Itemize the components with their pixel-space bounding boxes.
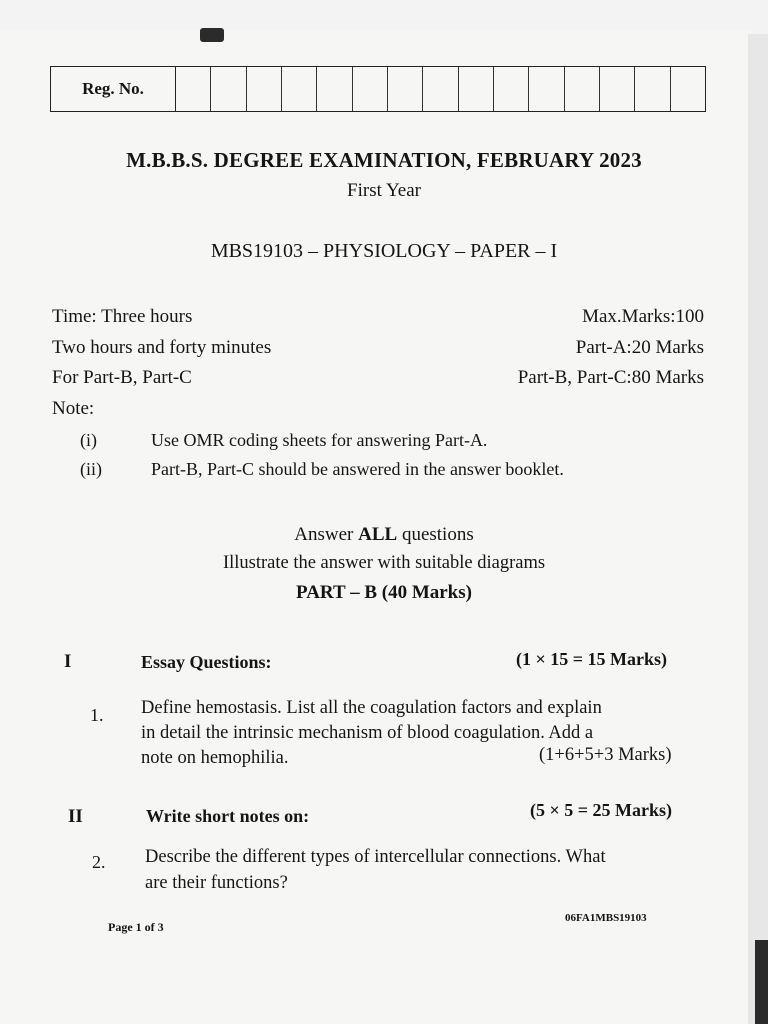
note-number: (i) [80,430,97,450]
max-marks: Max.Marks:100 [582,306,704,327]
reg-number-cell [282,67,317,111]
reg-number-cell [529,67,564,111]
exam-subject: MBS19103 – PHYSIOLOGY – PAPER – I [210,240,558,262]
reg-number-cell [353,67,388,111]
illustrate-instruction: Illustrate the answer with suitable diagrams [222,553,546,573]
time-row [52,306,704,328]
question-line: Describe the different types of intercellular connections. What [145,847,606,867]
question-number: 1. [90,705,104,725]
section-marks: (1 × 15 = 15 Marks) [516,649,667,669]
section-title: Essay Questions: [141,652,272,672]
page-number: Page 1 of 3 [108,920,164,934]
reg-number-cell [600,67,635,111]
question-line: are their functions? [145,873,288,893]
reg-number-box [50,66,706,112]
parts-label: For Part-B, Part-C [52,367,192,388]
reg-number-cell [247,67,282,111]
section-roman: I [64,651,72,672]
exam-title: M.B.B.S. DEGREE EXAMINATION, FEBRUARY 2023 [126,148,642,172]
question-line: in detail the intrinsic mechanism of blood coagulation. Add a [141,723,594,743]
section-roman: II [68,806,83,827]
section-marks: (5 × 5 = 25 Marks) [530,800,672,820]
reg-number-cells [176,67,705,111]
note-number: (ii) [80,459,102,479]
question-line: note on hemophilia. [141,748,289,768]
question-line: Define hemostasis. List all the coagulation factors and explain [141,698,602,718]
reg-number-cell [565,67,600,111]
reg-number-cell [635,67,670,111]
note-text: Use OMR coding sheets for answering Part-A. [151,430,488,450]
reg-number-label: Reg. No. [51,67,176,111]
note-row [52,398,704,420]
reg-number-cell [494,67,529,111]
exam-year: First Year [347,180,421,201]
note-label: Note: [52,398,95,419]
answer-bold: ALL [358,524,398,545]
background-top [0,0,768,34]
part-a-marks: Part-A:20 Marks [575,337,704,358]
reg-number-cell [423,67,458,111]
question-number: 2. [92,852,106,872]
answer-instruction [0,524,768,546]
reg-number-cell [459,67,494,111]
tape-mark [200,28,224,42]
parts-row [52,367,704,389]
answer-prefix: Answer [294,524,359,545]
reg-number-cell [671,67,705,111]
part-bc-marks: Part-B, Part-C:80 Marks [517,367,704,388]
time-label: Time: Three hours [52,306,193,327]
note-text: Part-B, Part-C should be answered in the answer booklet. [151,459,564,479]
part-heading: PART – B (40 Marks) [296,582,472,603]
reg-number-cell [211,67,246,111]
background-corner [755,940,768,1024]
duration-row [52,337,704,359]
section-title: Write short notes on: [146,806,310,826]
reg-number-cell [176,67,211,111]
reg-number-cell [317,67,352,111]
question-marks: (1+6+5+3 Marks) [539,745,672,765]
duration-label: Two hours and forty minutes [52,337,272,358]
answer-suffix: questions [397,524,474,545]
paper-code: 06FA1MBS19103 [565,912,647,924]
reg-number-cell [388,67,423,111]
